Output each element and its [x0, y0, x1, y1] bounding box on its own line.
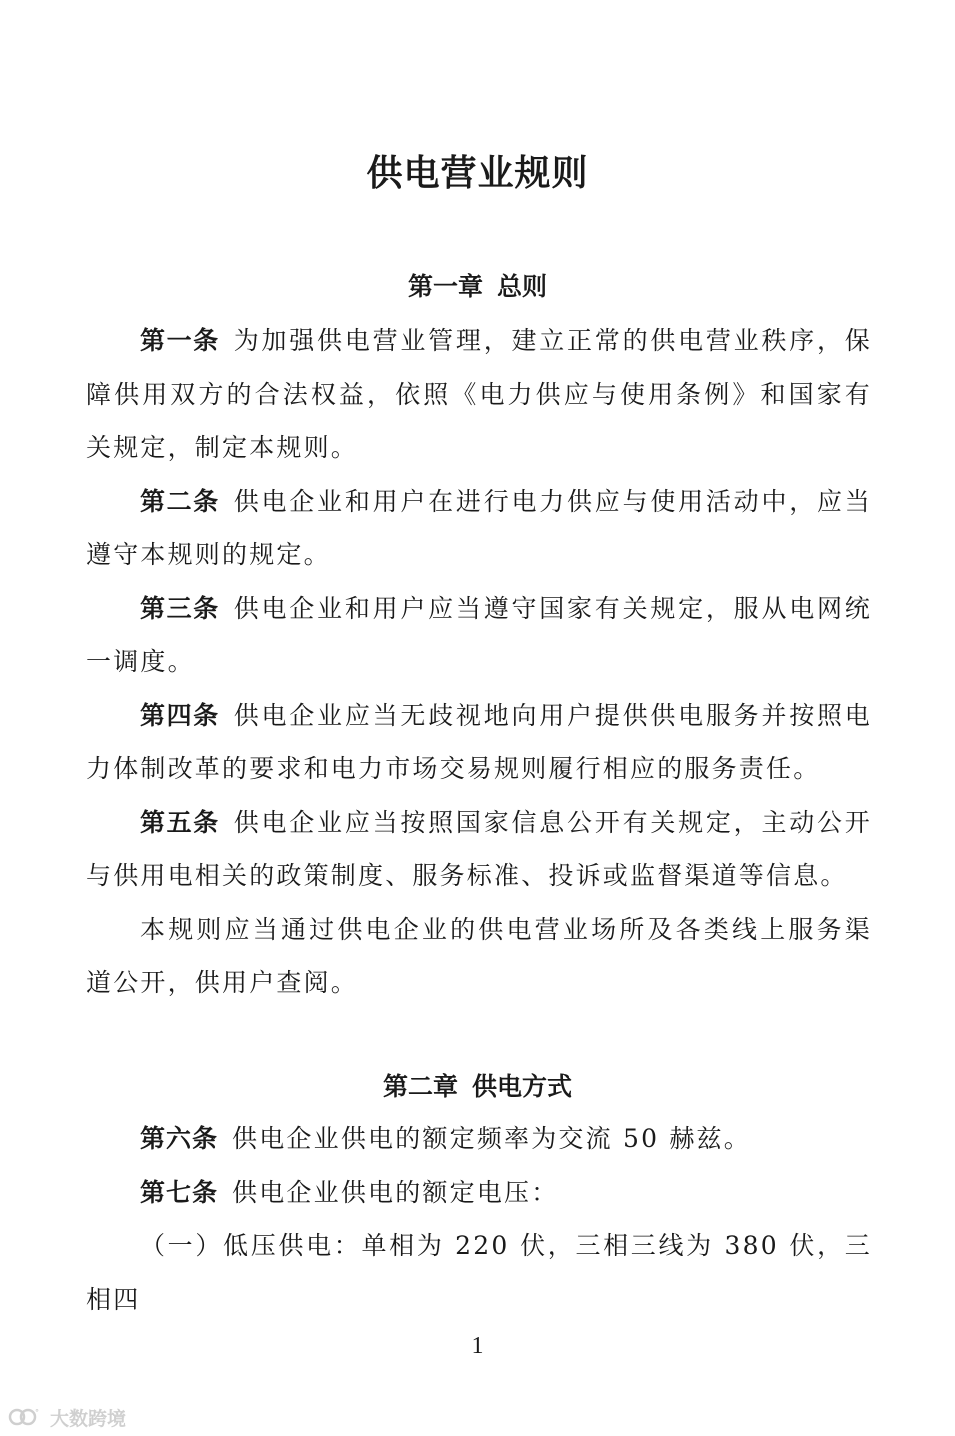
chapter-1-heading — [0, 270, 955, 304]
voltage-item-1: （一）低压供电：单相为 220 伏，三相三线为 380 伏，三相四 — [86, 1231, 872, 1314]
svg-text:°: ° — [35, 1408, 39, 1417]
article-text: 供电企业供电的额定电压： — [232, 1177, 559, 1207]
chapter-2-heading — [0, 1070, 955, 1104]
page-number: 1 — [471, 1333, 484, 1359]
article-number: 第四条 — [140, 700, 220, 730]
article-text: 供电企业和用户在进行电力供应与使用活动中，应当遵守本规则的规定。 — [86, 486, 872, 569]
article-text: 供电企业供电的额定频率为交流 50 赫兹。 — [232, 1124, 751, 1153]
article-number: 第七条 — [140, 1177, 219, 1207]
chapter-2-name: 供电方式 — [472, 1072, 573, 1101]
chapter-1-name: 总则 — [497, 272, 548, 301]
watermark-text: 大数跨境 — [50, 1407, 127, 1430]
article-number: 第三条 — [140, 593, 220, 623]
article-5 — [86, 796, 872, 903]
article-number: 第一条 — [140, 326, 220, 355]
article-number: 第六条 — [140, 1124, 219, 1153]
article-number: 第二条 — [140, 486, 220, 516]
article-text: 供电企业应当无歧视地向用户提供供电服务并按照电力体制改革的要求和电力市场交易规则履行相应的服务责任。 — [86, 700, 872, 783]
article-3 — [86, 582, 872, 689]
chapter-2-body — [86, 1112, 872, 1326]
watermark — [8, 1404, 126, 1430]
chapter-1-number: 第一章 — [407, 272, 483, 301]
article-7 — [86, 1166, 872, 1220]
article-number: 第五条 — [140, 807, 220, 837]
article-text: 为加强供电营业管理，建立正常的供电营业秩序，保障供用双方的合法权益，依照《电力供应与使用条例》和国家有关规定，制定本规则。 — [86, 326, 872, 462]
article-text: 供电企业应当按照国家信息公开有关规定，主动公开与供用电相关的政策制度、服务标准、投诉或监督渠道等信息。 — [86, 807, 872, 890]
article-2 — [86, 475, 872, 582]
article-text: 供电企业和用户应当遵守国家有关规定，服从电网统一调度。 — [86, 593, 872, 676]
chapter-2-number: 第二章 — [382, 1072, 458, 1101]
document-title: 供电营业规则 — [366, 153, 589, 194]
article-1 — [86, 314, 872, 475]
article-6 — [86, 1112, 872, 1166]
watermark-logo-icon — [8, 1406, 44, 1428]
article-4 — [86, 689, 872, 796]
chapter-1-body — [86, 314, 872, 1010]
publication-paragraph: 本规则应当通过供电企业的供电营业场所及各类线上服务渠道公开，供用户查阅。 — [86, 914, 872, 997]
